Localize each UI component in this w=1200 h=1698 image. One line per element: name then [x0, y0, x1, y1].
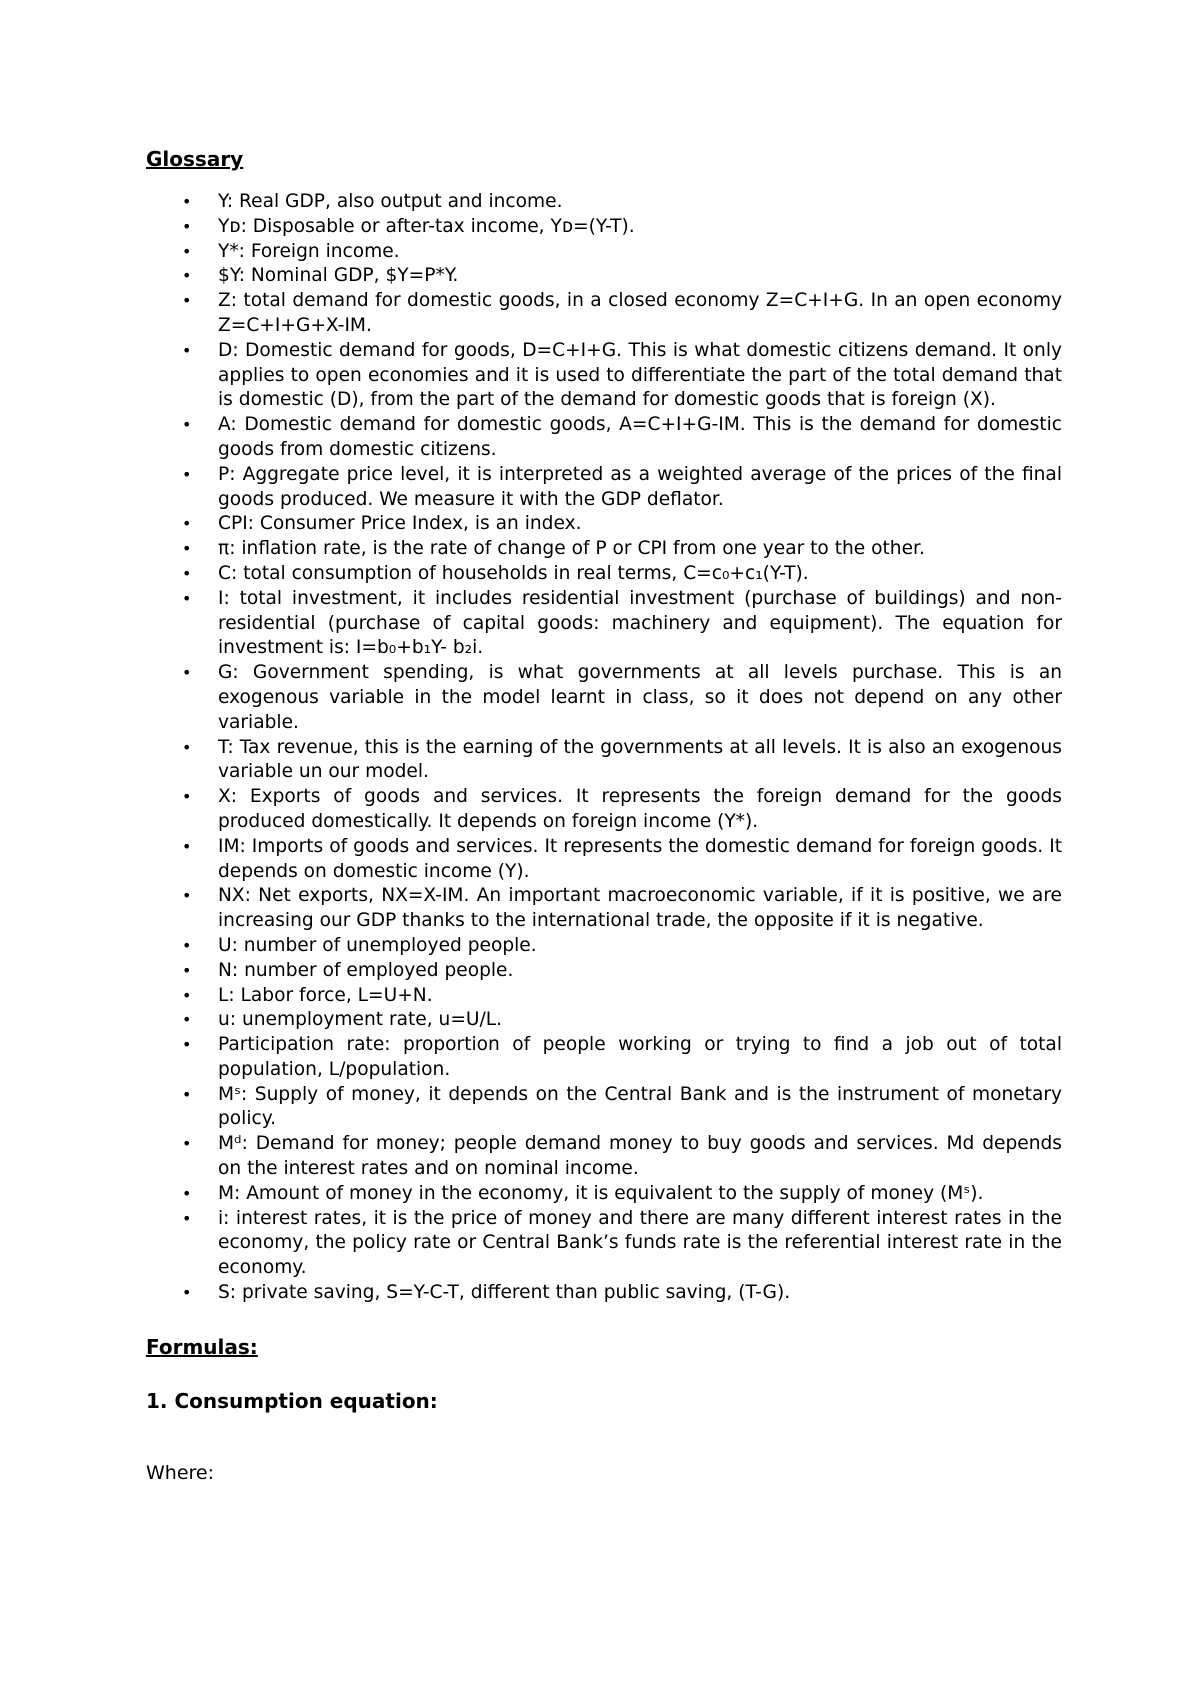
- glossary-item: [146, 661, 1062, 735]
- glossary-item-text: IM: Imports of goods and services. It represents the domestic demand for foreign goods. It depends on domestic income (Y).: [218, 835, 1062, 882]
- bullet-icon: •: [182, 216, 192, 236]
- glossary-item-text: U: number of unemployed people.: [218, 934, 537, 956]
- glossary-item: [146, 215, 1062, 240]
- bullet-icon: •: [182, 1283, 192, 1303]
- glossary-item-text: NX: Net exports, NX=X-IM. An important macroeconomic variable, if it is positive, we are increasing our GDP thanks to the international trade, the opposite if it is negative.: [218, 885, 1062, 932]
- bullet-icon: •: [182, 539, 192, 559]
- glossary-item: [146, 413, 1062, 463]
- glossary-item-text: L: Labor force, L=U+N.: [218, 984, 433, 1006]
- glossary-item-text: I: total investment, it includes residential investment (purchase of buildings) and non-residential (purchase of capital goods: machinery and equipment). The equation for investment is: I=b₀+b₁Y- b₂i.: [218, 587, 1062, 659]
- bullet-icon: •: [182, 1134, 192, 1154]
- glossary-item: [146, 1083, 1062, 1133]
- glossary-item: [146, 1132, 1062, 1182]
- glossary-item-text: Yᴅ: Disposable or after-tax income, Yᴅ=(Y-T).: [218, 215, 635, 237]
- glossary-item: [146, 934, 1062, 959]
- glossary-item-text: C: total consumption of households in real terms, C=c₀+c₁(Y-T).: [218, 562, 809, 584]
- glossary-item-text: X: Exports of goods and services. It represents the foreign demand for the goods produced domestically. It depends on foreign income (Y*).: [218, 786, 1062, 832]
- bullet-icon: •: [182, 464, 192, 484]
- glossary-item: [146, 1033, 1062, 1083]
- bullet-icon: •: [182, 340, 192, 360]
- bullet-icon: •: [182, 1010, 192, 1030]
- bullet-icon: •: [182, 1035, 192, 1055]
- bullet-icon: •: [182, 886, 192, 906]
- glossary-item: [146, 884, 1062, 934]
- glossary-item-text: A: Domestic demand for domestic goods, A=C+I+G-IM. This is the demand for domestic goods from domestic citizens.: [218, 414, 1062, 460]
- where-label: Where:: [146, 1461, 215, 1484]
- glossary-item: [146, 264, 1062, 289]
- glossary-item: [146, 736, 1062, 786]
- glossary-item-text: D: Domestic demand for goods, D=C+I+G. This is what domestic citizens demand. It only applies to open economies and it is used to differentiate the part of the total demand that is domestic (D), from the part of the demand for domestic goods that is foreign (X).: [218, 339, 1062, 411]
- glossary-item-text: P: Aggregate price level, it is interpreted as a weighted average of the prices of the final goods produced. We measure it with the GDP deflator.: [218, 463, 1062, 510]
- bullet-icon: •: [182, 737, 192, 757]
- glossary-item-text: $Y: Nominal GDP, $Y=P*Y.: [218, 265, 459, 287]
- bullet-icon: •: [182, 836, 192, 856]
- glossary-item-text: M: Amount of money in the economy, it is equivalent to the supply of money (Mˢ).: [218, 1182, 984, 1204]
- glossary-item: [146, 959, 1062, 984]
- bullet-icon: •: [182, 663, 192, 683]
- glossary-item-text: Participation rate: proportion of people working or trying to find a job out of total population, L/population.: [218, 1034, 1062, 1080]
- consumption-equation-heading: 1. Consumption equation:: [146, 1388, 438, 1413]
- glossary-item: [146, 984, 1062, 1009]
- glossary-item-text: Mᵈ: Demand for money; people demand money to buy goods and services. Md depends on the interest rates and on nominal income.: [218, 1133, 1062, 1180]
- glossary-item-text: u: unemployment rate, u=U/L.: [218, 1009, 503, 1031]
- glossary-list: [146, 190, 1062, 1306]
- glossary-item-text: Y: Real GDP, also output and income.: [218, 191, 563, 212]
- bullet-icon: •: [182, 514, 192, 534]
- bullet-icon: •: [182, 563, 192, 583]
- bullet-icon: •: [182, 1084, 192, 1104]
- glossary-item-text: CPI: Consumer Price Index, is an index.: [218, 513, 582, 535]
- glossary-item-text: N: number of employed people.: [218, 959, 514, 981]
- glossary-item: [146, 785, 1062, 835]
- bullet-icon: •: [182, 935, 192, 955]
- glossary-item: [146, 339, 1062, 413]
- glossary-item-text: π: inflation rate, is the rate of change of P or CPI from one year to the other.: [218, 538, 925, 560]
- bullet-icon: •: [182, 1208, 192, 1228]
- glossary-item: [146, 463, 1062, 513]
- glossary-item: [146, 190, 1062, 215]
- document-content: [146, 146, 1062, 1486]
- glossary-heading: Glossary: [146, 147, 244, 171]
- glossary-item: [146, 1182, 1062, 1207]
- glossary-item-text: T: Tax revenue, this is the earning of the governments at all levels. It is also an exogenous variable un our model.: [218, 736, 1062, 783]
- glossary-item-text: i: interest rates, it is the price of money and there are many different interest rates in the economy, the policy rate or Central Bank’s funds rate is the referential interest rate in the economy.: [218, 1207, 1062, 1279]
- glossary-item: [146, 1008, 1062, 1033]
- glossary-item: [146, 1281, 1062, 1306]
- glossary-item: [146, 537, 1062, 562]
- glossary-item: [146, 289, 1062, 339]
- glossary-item: [146, 1207, 1062, 1281]
- glossary-item: [146, 835, 1062, 885]
- glossary-item-text: Z: total demand for domestic goods, in a closed economy Z=C+I+G. In an open economy Z=C+I+G+X-IM.: [218, 290, 1062, 336]
- bullet-icon: •: [182, 960, 192, 980]
- glossary-item-text: S: private saving, S=Y-C-T, different than public saving, (T-G).: [218, 1282, 791, 1304]
- glossary-item-text: Mˢ: Supply of money, it depends on the Central Bank and is the instrument of monetary policy.: [218, 1083, 1062, 1130]
- bullet-icon: •: [182, 985, 192, 1005]
- bullet-icon: •: [182, 787, 192, 807]
- bullet-icon: •: [182, 415, 192, 435]
- glossary-item: [146, 562, 1062, 587]
- glossary-item: [146, 587, 1062, 661]
- bullet-icon: •: [182, 266, 192, 286]
- bullet-icon: •: [182, 1183, 192, 1203]
- glossary-item: [146, 512, 1062, 537]
- glossary-item-text: G: Government spending, is what governments at all levels purchase. This is an exogenous variable in the model learnt in class, so it does not depend on any other variable.: [218, 662, 1062, 733]
- bullet-icon: •: [182, 291, 192, 311]
- glossary-item: [146, 240, 1062, 265]
- formulas-heading: Formulas:: [146, 1334, 258, 1359]
- bullet-icon: •: [182, 241, 192, 261]
- glossary-item-text: Y*: Foreign income.: [218, 240, 400, 262]
- bullet-icon: •: [182, 588, 192, 608]
- bullet-icon: •: [182, 192, 192, 211]
